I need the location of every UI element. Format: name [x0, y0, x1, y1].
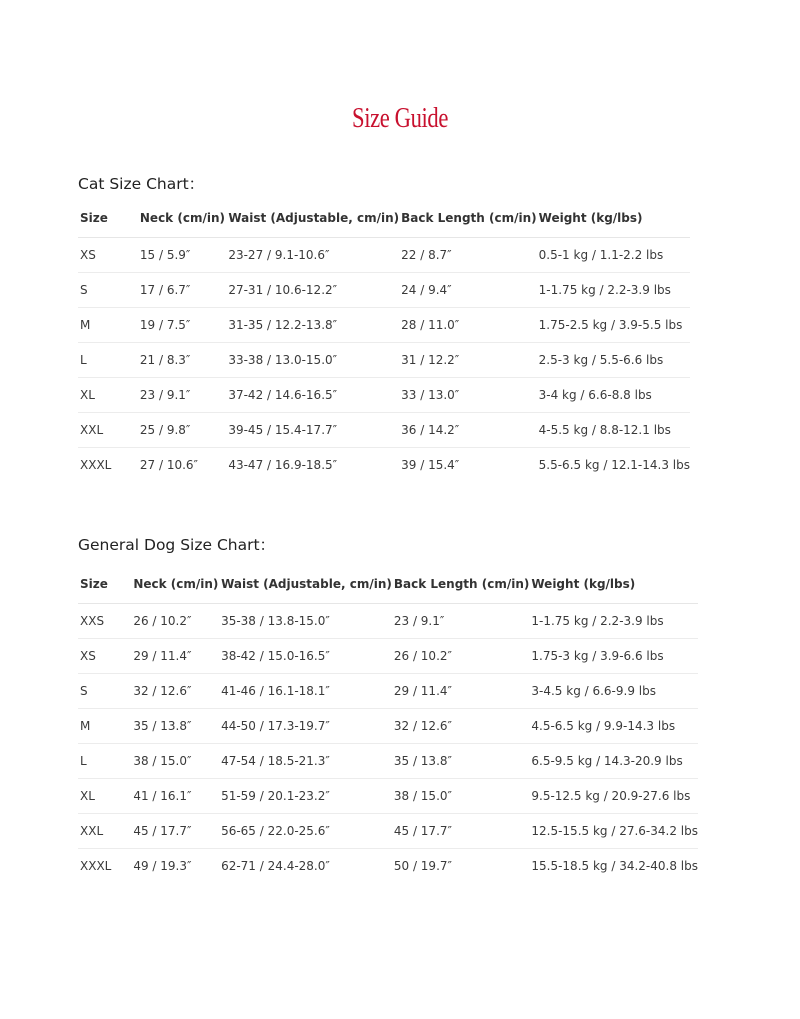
cell-size: S	[78, 674, 131, 709]
cell-size: XXXL	[80, 859, 112, 873]
cell-neck: 45 / 17.7″	[131, 814, 219, 849]
column-header-back-length: Back Length (cm/in)	[392, 565, 530, 604]
cell-weight: 15.5-18.5 kg / 34.2-40.8 lbs	[531, 859, 698, 873]
cell-waist: 47-54 / 18.5-21.3″	[219, 744, 392, 779]
column-header-size: Size	[78, 199, 138, 238]
cell-weight: 1-1.75 kg / 2.2-3.9 lbs	[529, 604, 698, 639]
page-title: Size Guide	[352, 102, 448, 134]
column-header-weight: Weight (kg/lbs)	[529, 565, 698, 604]
table-row	[78, 273, 690, 308]
dog-chart-heading: General Dog Size Chart：	[78, 536, 276, 554]
cell-back-length: 22 / 8.7″	[399, 238, 537, 273]
cell-waist: 31-35 / 12.2-13.8″	[226, 308, 399, 343]
cell-size: XL	[78, 779, 131, 814]
cell-waist: 37-42 / 14.6-16.5″	[226, 378, 399, 413]
dog-size-table	[78, 565, 698, 883]
cell-back-length: 32 / 12.6″	[392, 709, 530, 744]
cell-size: XS	[78, 639, 131, 674]
cell-neck: 35 / 13.8″	[131, 709, 219, 744]
cell-neck: 49 / 19.3″	[133, 859, 192, 873]
cell-back-length: 24 / 9.4″	[399, 273, 537, 308]
cell-back-length: 45 / 17.7″	[392, 814, 530, 849]
cell-size: XXL	[78, 814, 131, 849]
cell-back-length: 36 / 14.2″	[399, 413, 537, 448]
column-header-waist: Waist (Adjustable, cm/in)	[219, 565, 392, 604]
cell-neck: 19 / 7.5″	[138, 308, 226, 343]
cell-back-length: 33 / 13.0″	[399, 378, 537, 413]
cell-weight: 1.75-3 kg / 3.9-6.6 lbs	[529, 639, 698, 674]
cell-weight: 6.5-9.5 kg / 14.3-20.9 lbs	[529, 744, 698, 779]
cell-weight: 4.5-6.5 kg / 9.9-14.3 lbs	[529, 709, 698, 744]
cell-neck: 15 / 5.9″	[138, 238, 226, 273]
cell-waist: 33-38 / 13.0-15.0″	[226, 343, 399, 378]
cell-size: XS	[78, 238, 138, 273]
table-row	[78, 674, 698, 709]
cell-size: XXL	[78, 413, 138, 448]
cell-neck: 26 / 10.2″	[131, 604, 219, 639]
table-row	[78, 779, 698, 814]
table-row	[78, 238, 690, 273]
table-row	[78, 604, 698, 639]
cell-neck: 17 / 6.7″	[138, 273, 226, 308]
column-header-size: Size	[78, 565, 131, 604]
cell-neck: 29 / 11.4″	[131, 639, 219, 674]
cell-neck: 21 / 8.3″	[138, 343, 226, 378]
cell-weight: 3-4 kg / 6.6-8.8 lbs	[537, 378, 690, 413]
cell-neck: 32 / 12.6″	[131, 674, 219, 709]
column-header-neck: Neck (cm/in)	[131, 565, 219, 604]
cell-weight: 3-4.5 kg / 6.6-9.9 lbs	[529, 674, 698, 709]
cell-weight: 0.5-1 kg / 1.1-2.2 lbs	[537, 238, 690, 273]
table-row	[78, 308, 690, 343]
column-header-waist: Waist (Adjustable, cm/in)	[226, 199, 399, 238]
cell-waist: 43-47 / 16.9-18.5″	[228, 458, 338, 472]
cell-waist: 27-31 / 10.6-12.2″	[226, 273, 399, 308]
cell-weight: 1.75-2.5 kg / 3.9-5.5 lbs	[537, 308, 690, 343]
cell-waist: 56-65 / 22.0-25.6″	[219, 814, 392, 849]
cell-size: XXS	[78, 604, 131, 639]
cell-neck: 25 / 9.8″	[138, 413, 226, 448]
cell-size: XL	[78, 378, 138, 413]
table-row	[78, 814, 698, 849]
cat-size-table	[78, 199, 690, 482]
cell-back-length: 50 / 19.7″	[393, 859, 453, 873]
cat-table-body	[78, 238, 690, 483]
cell-back-length: 31 / 12.2″	[399, 343, 537, 378]
cell-waist: 62-71 / 24.4-28.0″	[221, 859, 330, 873]
cell-back-length: 23 / 9.1″	[392, 604, 530, 639]
cell-weight: 5.5-6.5 kg / 12.1-14.3 lbs	[538, 458, 690, 472]
column-header-neck: Neck (cm/in)	[138, 199, 226, 238]
cell-size: M	[78, 709, 131, 744]
cell-weight: 9.5-12.5 kg / 20.9-27.6 lbs	[529, 779, 698, 814]
cell-waist: 38-42 / 15.0-16.5″	[219, 639, 392, 674]
table-header-row	[78, 199, 690, 238]
cell-neck: 23 / 9.1″	[138, 378, 226, 413]
cat-chart-heading: Cat Size Chart：	[78, 175, 205, 193]
table-row	[78, 849, 698, 884]
cell-size: S	[78, 273, 138, 308]
table-row	[78, 448, 690, 483]
cell-back-length: 26 / 10.2″	[392, 639, 530, 674]
cell-neck: 41 / 16.1″	[131, 779, 219, 814]
table-row	[78, 413, 690, 448]
cell-back-length: 38 / 15.0″	[392, 779, 530, 814]
table-row	[78, 343, 690, 378]
cell-waist: 44-50 / 17.3-19.7″	[219, 709, 392, 744]
column-header-back-length: Back Length (cm/in)	[399, 199, 537, 238]
cell-back-length: 29 / 11.4″	[392, 674, 530, 709]
cell-waist: 41-46 / 16.1-18.1″	[219, 674, 392, 709]
cell-weight: 1-1.75 kg / 2.2-3.9 lbs	[537, 273, 690, 308]
cell-neck: 27 / 10.6″	[139, 458, 199, 472]
table-row	[78, 709, 698, 744]
cell-waist: 39-45 / 15.4-17.7″	[226, 413, 399, 448]
cell-weight: 12.5-15.5 kg / 27.6-34.2 lbs	[529, 814, 698, 849]
cell-waist: 51-59 / 20.1-23.2″	[219, 779, 392, 814]
cell-waist: 23-27 / 9.1-10.6″	[226, 238, 399, 273]
cell-waist: 35-38 / 13.8-15.0″	[219, 604, 392, 639]
cell-weight: 4-5.5 kg / 8.8-12.1 lbs	[537, 413, 690, 448]
table-header-row	[78, 565, 698, 604]
dog-table-body	[78, 604, 698, 884]
cell-size: M	[78, 308, 138, 343]
cell-back-length: 35 / 13.8″	[392, 744, 530, 779]
cell-size: XXXL	[80, 458, 112, 472]
cell-back-length: 39 / 15.4″	[401, 458, 460, 472]
table-row	[78, 378, 690, 413]
cell-size: L	[78, 744, 131, 779]
cell-neck: 38 / 15.0″	[131, 744, 219, 779]
cell-back-length: 28 / 11.0″	[399, 308, 537, 343]
cell-weight: 2.5-3 kg / 5.5-6.6 lbs	[537, 343, 690, 378]
table-row	[78, 744, 698, 779]
table-row	[78, 639, 698, 674]
cell-size: L	[78, 343, 138, 378]
column-header-weight: Weight (kg/lbs)	[537, 199, 690, 238]
